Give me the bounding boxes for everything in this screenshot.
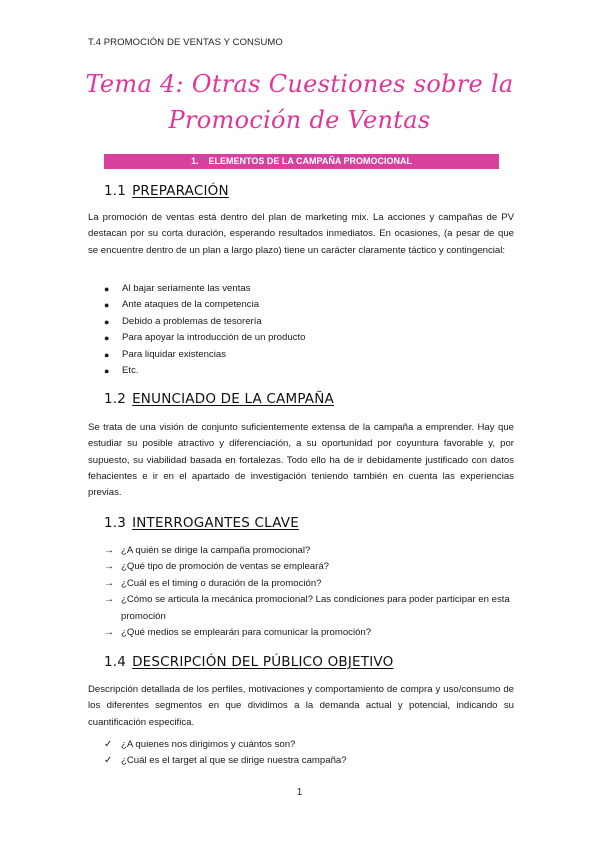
subsection-number: 1.2 [104,391,127,407]
arrow-right-icon: → [104,627,114,639]
arrow-right-icon: → [104,545,114,556]
document-title-line-2: Promoción de Ventas [168,106,431,134]
list-item: ● Para apoyar la introducción de un producto [104,330,305,346]
bullet-icon: ● [104,349,110,360]
subsection-heading-enunciado [104,391,334,407]
bullet-icon: ● [104,366,110,377]
list-item: ● Ante ataques de la competencia [104,297,305,313]
list-item: ✓ ¿Cuál es el target al que se dirige nuestra campaña? [104,753,514,769]
list-item: → ¿Qué medios se emplearán para comunicar la promoción? [104,625,514,641]
paragraph-preparacion: La promoción de ventas está dentro del plan de marketing mix. La acciones y campañas de PV destacan por su corta duración, esperando resultados inmediatos. En ocasiones, (a pesar de que se encuentre dentro de un plan a largo plazo) tiene un carácter claramente táctico y contingencial: [88,212,514,256]
subsection-heading-preparacion [104,183,229,199]
page-number: 1 [296,787,303,798]
paragraph-publico-objetivo: Descripción detallada de los perfiles, motivaciones y comportamiento de compra y uso/consumo de los diferentes segmentos en que dividimos a la demanda actual y potencial, indicando su cuantificación especifica. [88,684,514,728]
subsection-heading-publico-objetivo [104,654,393,670]
list-item: ● Debido a problemas de tesorería [104,314,305,330]
section-heading-bar: 1. ELEMENTOS DE LA CAMPAÑA PROMOCIONAL [104,154,499,169]
list-item: → ¿Cuál es el timing o duración de la promoción? [104,576,514,592]
subsection-number: 1.1 [104,183,127,199]
bullet-icon: ● [104,300,110,311]
list-item: → ¿A quién se dirige la campaña promocional? [104,543,514,559]
list-item: → ¿Cómo se articula la mecánica promocional? Las condiciones para poder participar en esta promoción [104,594,510,622]
arrow-right-icon: → [104,594,114,606]
check-list-publico-objetivo [104,737,514,770]
subsection-number: 1.3 [104,515,127,531]
subsection-number: 1.4 [104,654,127,670]
document-title [60,66,539,138]
arrow-list-interrogantes [104,543,514,641]
arrow-right-icon: → [104,561,114,573]
arrow-right-icon: → [104,577,114,589]
list-item: → ¿Qué tipo de promoción de ventas se empleará? [104,559,514,575]
subsection-title: PREPARACIÓN [132,183,229,199]
bullet-icon: ● [104,333,110,344]
running-header: T.4 PROMOCIÓN DE VENTAS Y CONSUMO [88,37,283,48]
checkmark-icon: ✓ [104,739,113,750]
list-item: ● Para liquidar existencias [104,347,305,363]
bullet-list-preparacion [104,281,305,379]
subsection-title: DESCRIPCIÓN DEL PÚBLICO OBJETIVO [132,654,394,670]
list-item: ● Etc. [104,363,305,379]
document-title-line-1: Tema 4: Otras Cuestiones sobre la [85,70,514,98]
bullet-icon: ● [104,316,110,327]
list-item: ● Al bajar seriamente las ventas [104,281,305,297]
bullet-icon: ● [104,284,110,294]
subsection-title: ENUNCIADO DE LA CAMPAÑA [132,391,334,407]
subsection-heading-interrogantes [104,515,299,531]
list-item: ✓ ¿A quienes nos dirigimos y cuántos son? [104,737,514,753]
subsection-title: INTERROGANTES CLAVE [132,515,299,531]
paragraph-enunciado: Se trata de una visión de conjunto suficientemente extensa de la campaña a emprender. Hay que estudiar su posible atractivo y diferenciación, a su oportunidad por coyuntura favorable y, por supuesto, su viabilidad basada en fortalezas. Todo ello ha de ir debidamente justificado con datos fehacientes e ir en el apartado de investigación teniendo también en cuenta las experiencias previas. [88,422,514,499]
checkmark-icon: ✓ [104,755,113,767]
